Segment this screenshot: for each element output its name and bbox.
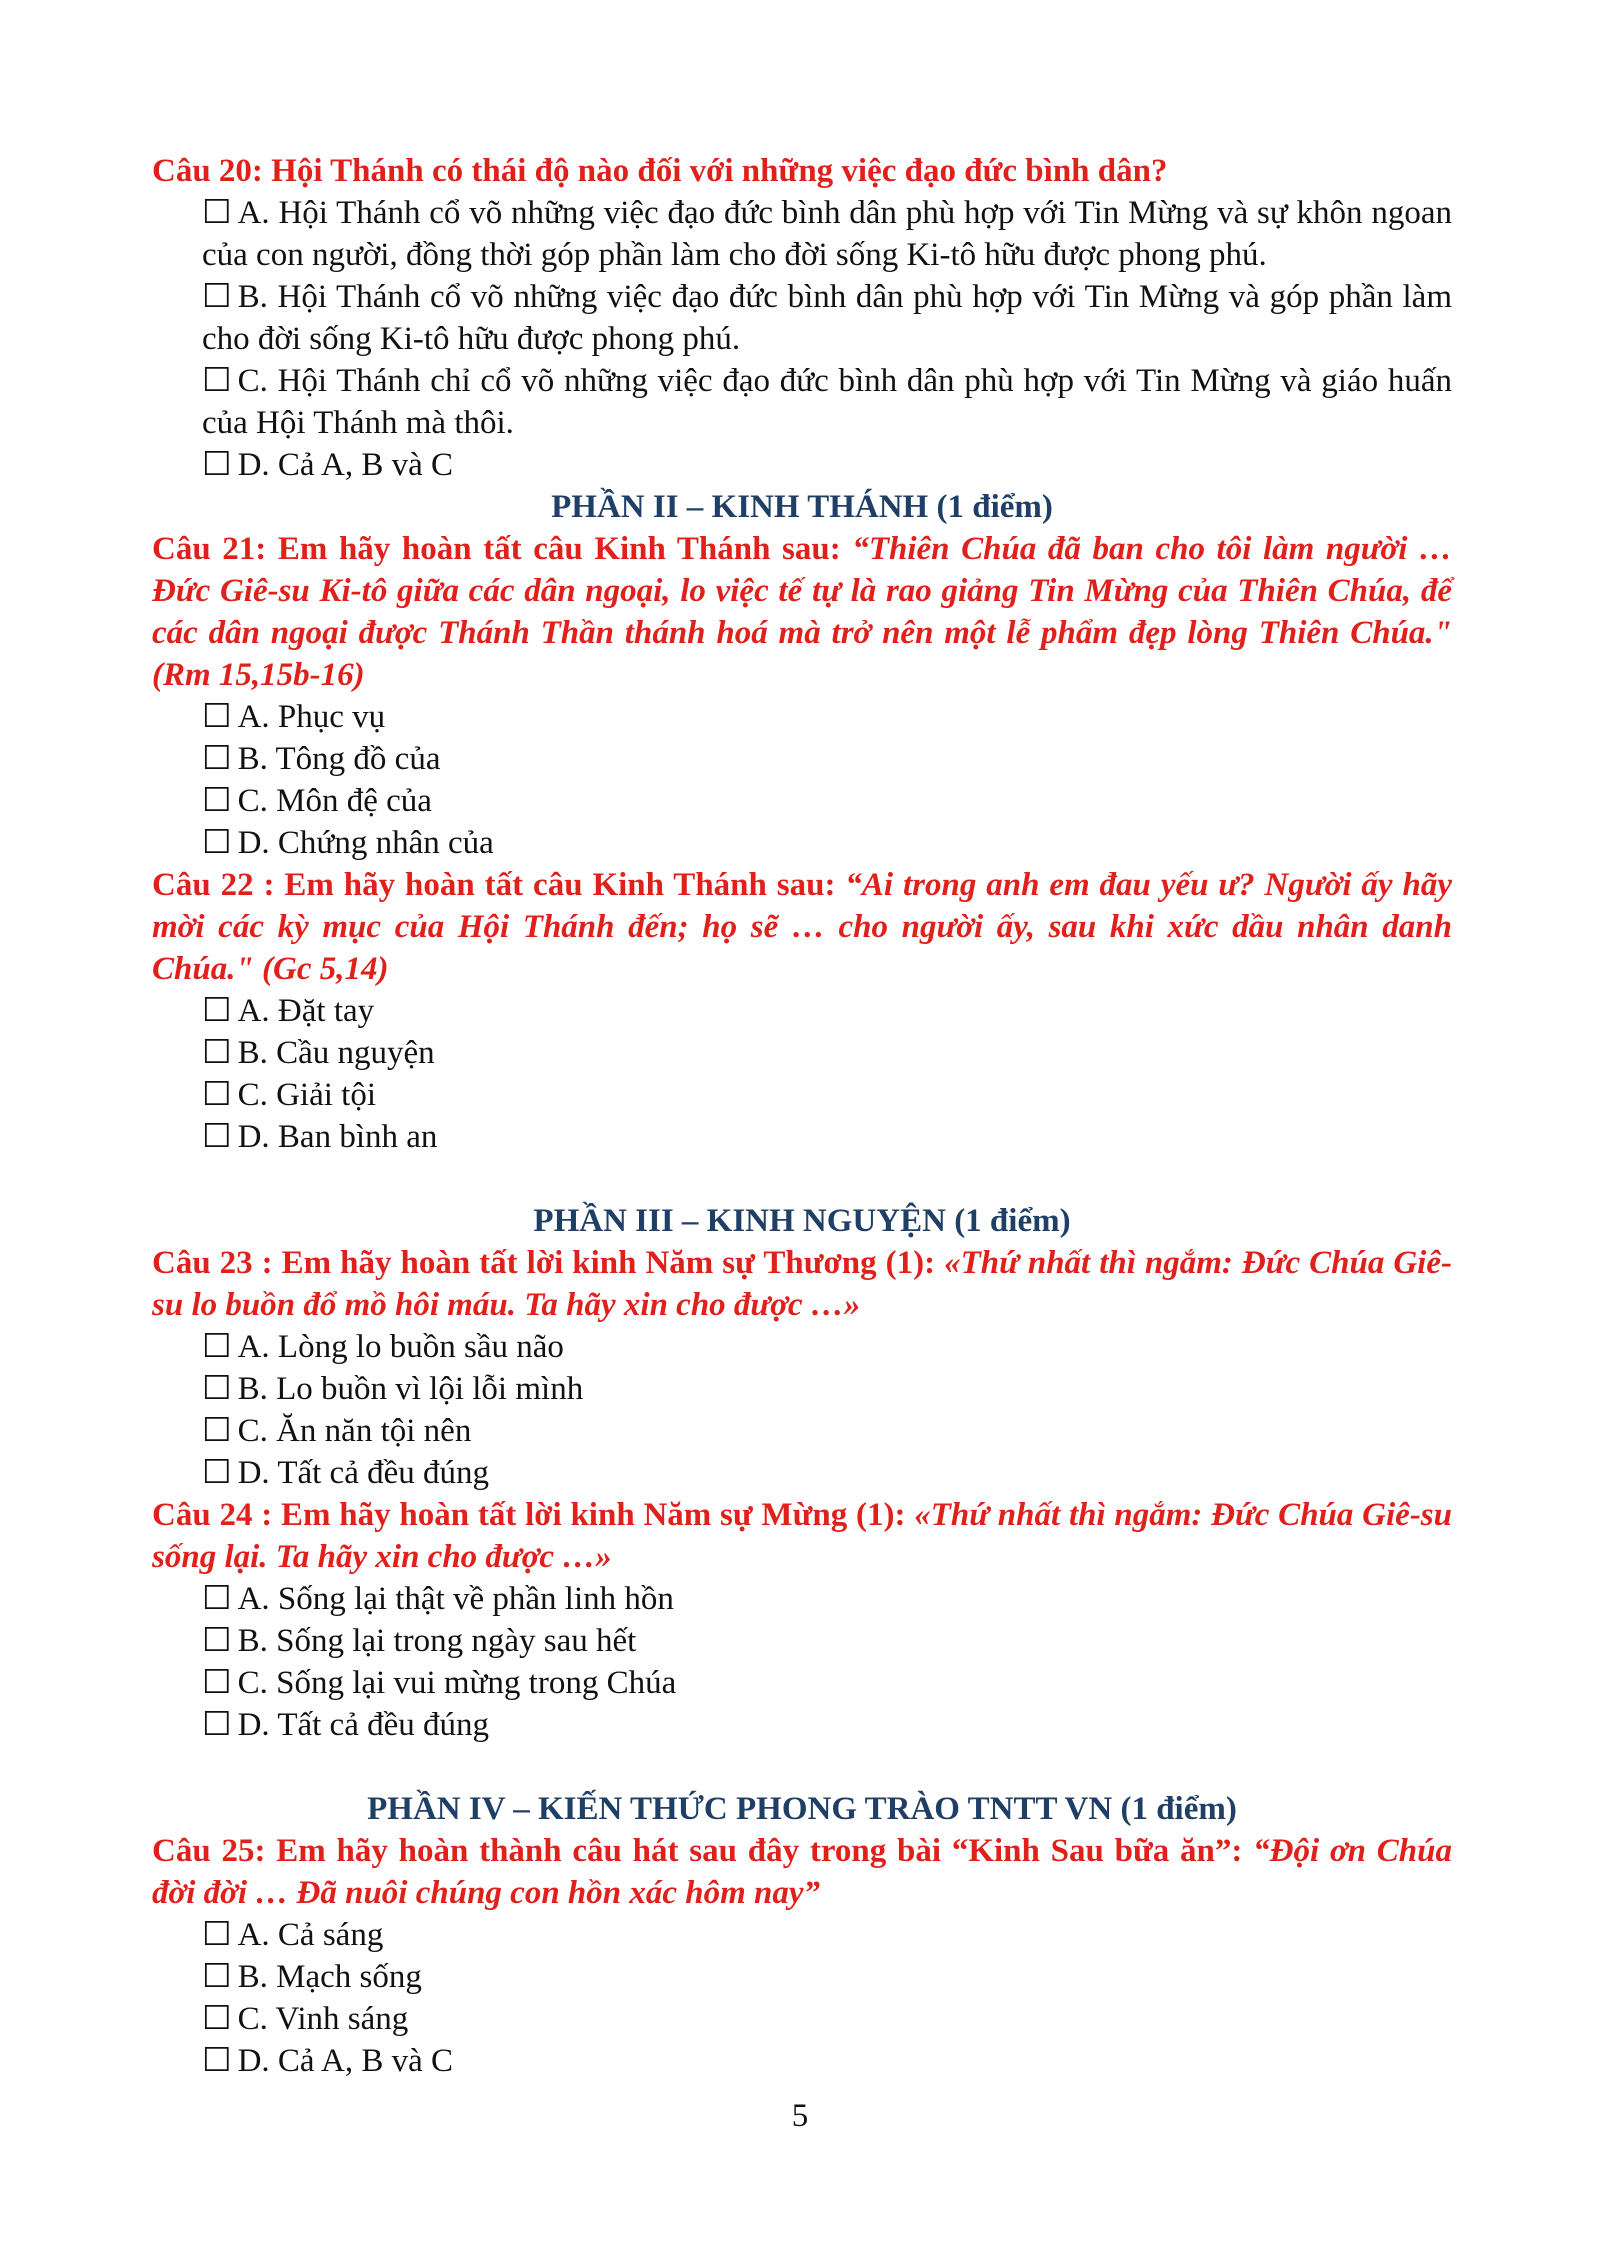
page-content (152, 150, 1452, 2082)
checkbox-icon[interactable]: ☐ (202, 1707, 232, 1743)
question-22-option-c[interactable] (152, 1074, 1452, 1116)
section-4-heading: PHẦN IV – KIẾN THỨC PHONG TRÀO TNTT VN (1 điểm) (367, 1791, 1237, 1827)
question-21-option-c[interactable] (152, 780, 1452, 822)
option-label: A. Lòng lo buồn sầu não (237, 1329, 564, 1365)
question-24-title (152, 1494, 1452, 1578)
question-22-option-a[interactable] (152, 990, 1452, 1032)
section-3-heading: PHẦN III – KINH NGUYỆN (1 điểm) (533, 1203, 1071, 1239)
option-label: C. Sống lại vui mừng trong Chúa (237, 1665, 677, 1701)
option-label: B. Cầu nguyện (237, 1035, 435, 1071)
checkbox-icon[interactable]: ☐ (202, 699, 232, 735)
question-25-option-d[interactable] (152, 2040, 1452, 2082)
page-number: 5 (791, 2098, 809, 2134)
option-label: D. Cả A, B và C (237, 2043, 454, 2079)
checkbox-icon[interactable]: ☐ (202, 1119, 232, 1155)
checkbox-icon[interactable]: ☐ (202, 993, 232, 1029)
question-23-option-d[interactable] (152, 1452, 1452, 1494)
question-20-option-b[interactable] (152, 276, 1452, 360)
checkbox-icon[interactable]: ☐ (202, 1077, 232, 1113)
question-25-title (152, 1830, 1452, 1914)
question-22-title (152, 864, 1452, 990)
checkbox-icon[interactable]: ☐ (202, 1413, 232, 1449)
checkbox-icon[interactable]: ☐ (202, 1455, 232, 1491)
option-label: D. Chứng nhân của (237, 825, 494, 861)
question-20-title: Câu 20: Hội Thánh có thái độ nào đối với những việc đạo đức bình dân? (152, 153, 1168, 189)
question-24-option-b[interactable] (152, 1620, 1452, 1662)
question-21-option-d[interactable] (152, 822, 1452, 864)
option-label: C. Vinh sáng (237, 2001, 409, 2037)
option-label: A. Cả sáng (237, 1917, 384, 1953)
question-20-option-c[interactable] (152, 360, 1452, 444)
option-label: A. Hội Thánh cổ võ những việc đạo đức bình dân phù hợp với Tin Mừng và sự khôn ngoan của con người, đồng thời góp phần làm cho đời sống Ki-tô hữu được phong phú. (202, 195, 1452, 273)
option-label: B. Sống lại trong ngày sau hết (237, 1623, 637, 1659)
question-25-quote: “Đội ơn Chúa đời đời … Đã nuôi chúng con hồn xác hôm nay” (152, 1833, 1452, 1911)
checkbox-icon[interactable]: ☐ (202, 1917, 232, 1953)
checkbox-icon[interactable]: ☐ (202, 783, 232, 819)
question-25-option-c[interactable] (152, 1998, 1452, 2040)
question-25-prefix: Câu 25: Em hãy hoàn thành câu hát sau đây trong bài “Kinh Sau bữa ăn”: (152, 1833, 1254, 1869)
question-23-prefix: Câu 23 : Em hãy hoàn tất lời kinh Năm sự Thương (1): (152, 1245, 945, 1281)
question-24-prefix: Câu 24 : Em hãy hoàn tất lời kinh Năm sự Mừng (1): (152, 1497, 915, 1533)
checkbox-icon[interactable]: ☐ (202, 279, 232, 315)
checkbox-icon[interactable]: ☐ (202, 447, 232, 483)
question-20-option-d[interactable] (152, 444, 1452, 486)
question-23-quote: «Thứ nhất thì ngắm: Đức Chúa Giê-su lo buồn đổ mồ hôi máu. Ta hãy xin cho được …» (152, 1245, 1452, 1323)
checkbox-icon[interactable]: ☐ (202, 1371, 232, 1407)
question-21-prefix: Câu 21: Em hãy hoàn tất câu Kinh Thánh sau: (152, 531, 853, 567)
checkbox-icon[interactable]: ☐ (202, 1329, 232, 1365)
question-23-option-c[interactable] (152, 1410, 1452, 1452)
option-label: B. Tông đồ của (237, 741, 441, 777)
question-21-option-a[interactable] (152, 696, 1452, 738)
option-label: A. Đặt tay (237, 993, 375, 1029)
checkbox-icon[interactable]: ☐ (202, 2043, 232, 2079)
option-label: C. Hội Thánh chỉ cổ võ những việc đạo đức bình dân phù hợp với Tin Mừng và giáo huấn của Hội Thánh mà thôi. (202, 363, 1452, 441)
option-label: C. Ăn năn tội nên (237, 1413, 472, 1449)
checkbox-icon[interactable]: ☐ (202, 1623, 232, 1659)
checkbox-icon[interactable]: ☐ (202, 741, 232, 777)
checkbox-icon[interactable]: ☐ (202, 1035, 232, 1071)
checkbox-icon[interactable]: ☐ (202, 1581, 232, 1617)
option-label: D. Tất cả đều đúng (237, 1707, 489, 1743)
question-22-option-d[interactable] (152, 1116, 1452, 1158)
option-label: B. Lo buồn vì lội lỗi mình (237, 1371, 584, 1407)
option-label: D. Tất cả đều đúng (237, 1455, 489, 1491)
checkbox-icon[interactable]: ☐ (202, 195, 232, 231)
question-23-option-b[interactable] (152, 1368, 1452, 1410)
question-21-quote: “Thiên Chúa đã ban cho tôi làm người … Đức Giê-su Ki-tô giữa các dân ngoại, lo việc tế tự là rao giảng Tin Mừng của Thiên Chúa, để các dân ngoại được Thánh Thần thánh hoá mà trở nên một lễ phẩm đẹp lòng Thiên Chúa." (Rm 15,15b-16) (152, 531, 1452, 693)
checkbox-icon[interactable]: ☐ (202, 1665, 232, 1701)
option-label: B. Hội Thánh cổ võ những việc đạo đức bình dân phù hợp với Tin Mừng và góp phần làm cho đời sống Ki-tô hữu được phong phú. (202, 279, 1452, 357)
checkbox-icon[interactable]: ☐ (202, 2001, 232, 2037)
question-21-option-b[interactable] (152, 738, 1452, 780)
option-label: D. Cả A, B và C (237, 447, 454, 483)
question-24-option-c[interactable] (152, 1662, 1452, 1704)
option-label: A. Sống lại thật về phần linh hồn (237, 1581, 674, 1617)
option-label: D. Ban bình an (237, 1119, 438, 1155)
question-21-title (152, 528, 1452, 696)
question-22-option-b[interactable] (152, 1032, 1452, 1074)
question-22-quote: “Ai trong anh em đau yếu ư? Người ấy hãy mời các kỳ mục của Hội Thánh đến; họ sẽ … cho người ấy, sau khi xức dầu nhân danh Chúa." (Gc 5,14) (152, 867, 1452, 987)
question-25-option-a[interactable] (152, 1914, 1452, 1956)
checkbox-icon[interactable]: ☐ (202, 363, 232, 399)
option-label: C. Môn đệ của (237, 783, 432, 819)
question-23-title (152, 1242, 1452, 1326)
question-25-option-b[interactable] (152, 1956, 1452, 1998)
question-24-quote: «Thứ nhất thì ngắm: Đức Chúa Giê-su sống lại. Ta hãy xin cho được …» (152, 1497, 1452, 1575)
option-label: C. Giải tội (237, 1077, 377, 1113)
question-23-option-a[interactable] (152, 1326, 1452, 1368)
question-24-option-d[interactable] (152, 1704, 1452, 1746)
checkbox-icon[interactable]: ☐ (202, 1959, 232, 1995)
option-label: B. Mạch sống (237, 1959, 422, 1995)
question-24-option-a[interactable] (152, 1578, 1452, 1620)
question-20-option-a[interactable] (152, 192, 1452, 276)
checkbox-icon[interactable]: ☐ (202, 825, 232, 861)
question-22-prefix: Câu 22 : Em hãy hoàn tất câu Kinh Thánh sau: (152, 867, 846, 903)
section-2-heading: PHẦN II – KINH THÁNH (1 điểm) (551, 489, 1053, 525)
option-label: A. Phục vụ (237, 699, 386, 735)
